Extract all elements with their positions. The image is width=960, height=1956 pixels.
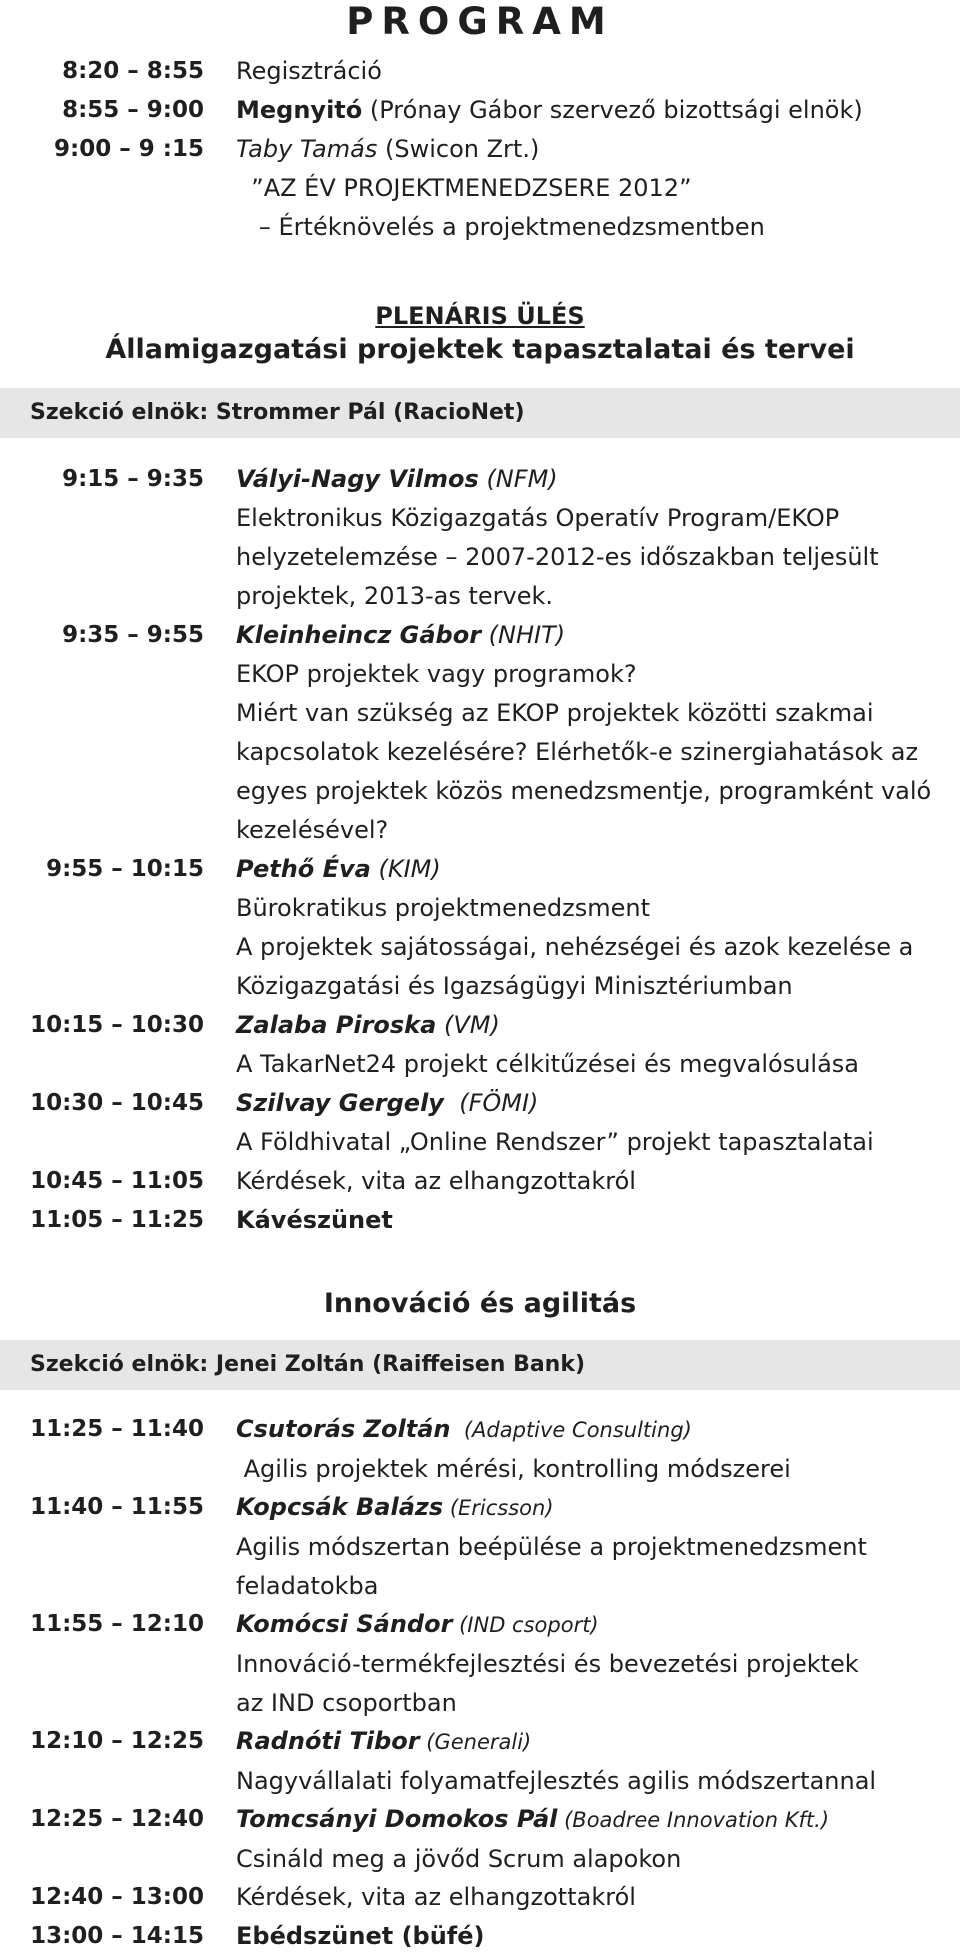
entry-body: [236, 1410, 936, 1489]
entry-text: EKOP projektek vagy programok?: [236, 660, 637, 688]
plenary-heading: PLENÁRIS ÜLÉS: [375, 302, 585, 330]
entry-text: Agilis projektek mérési, kontrolling módszerei: [236, 1455, 791, 1483]
entry-time: 11:05 – 11:25: [30, 1207, 204, 1233]
entry-text: Kérdések, vita az elhangzottakról: [236, 1167, 636, 1195]
entry-text: Agilis módszertan beépülése a projektmenedzsment: [236, 1533, 867, 1561]
entry-body: [236, 616, 936, 850]
entry-line: [236, 1800, 936, 1840]
plenary-header: [0, 300, 960, 368]
speaker-name: Kopcsák Balázs: [236, 1493, 444, 1521]
entry-time: 9:00 – 9 :15: [54, 136, 204, 162]
entry-text: Nagyvállalati folyamatfejlesztés agilis módszertannal: [236, 1767, 877, 1795]
entry-time: 12:25 – 12:40: [30, 1806, 204, 1832]
entry-time: 11:25 – 11:40: [30, 1416, 204, 1442]
entry-line: [236, 850, 936, 889]
entry-line: [236, 1722, 936, 1762]
entry-line: [236, 52, 936, 91]
speaker-organization: (Adaptive Consulting): [450, 1418, 692, 1442]
speaker-name: Zalaba Piroska: [236, 1011, 437, 1039]
entry-line: [236, 1201, 936, 1240]
entry-text: Kérdések, vita az elhangzottakról: [236, 1883, 636, 1911]
speaker-organization: (IND csoport): [452, 1613, 599, 1637]
speaker-name: Radnóti Tibor: [236, 1727, 420, 1755]
entry-text: feladatokba: [236, 1572, 379, 1600]
speaker-organization: (Boadree Innovation Kft.): [557, 1808, 830, 1832]
entry-text: projektek, 2013-as tervek.: [236, 582, 554, 610]
entry-text: ”AZ ÉV PROJEKTMENEDZSERE 2012”: [236, 174, 692, 202]
entry-line: [236, 1605, 936, 1645]
entry-text: Elektronikus Közigazgatás Operatív Program/EKOP: [236, 504, 840, 532]
entry-body: [236, 1605, 936, 1723]
entry-line: [236, 1123, 936, 1162]
page-title: PROGRAM: [346, 0, 614, 43]
entry-body: [236, 1201, 936, 1240]
entry-body: [236, 130, 936, 247]
entry-text: Csináld meg a jövőd Scrum alapokon: [236, 1845, 682, 1873]
entry-text: Kávészünet: [236, 1206, 393, 1234]
speaker-organization: (KIM): [370, 855, 441, 883]
speaker-organization: (NHIT): [481, 621, 566, 649]
entry-line: [236, 1684, 936, 1723]
entry-text: A Földhivatal „Online Rendszer” projekt tapasztalatai: [236, 1128, 874, 1156]
entry-line: [236, 1045, 936, 1084]
section-chair-label: Szekció elnök: Jenei Zoltán (Raiffeisen Bank): [30, 1352, 586, 1377]
entry-text: (Swicon Zrt.): [377, 135, 540, 163]
entry-text: A projektek sajátosságai, nehézségei és azok kezelése a: [236, 933, 914, 961]
entry-line: [236, 1917, 936, 1956]
entry-line: [236, 1878, 936, 1917]
speaker-name: Pethő Éva: [236, 855, 371, 883]
entry-line: [236, 655, 936, 694]
entry-line: [236, 1840, 936, 1879]
entry-time: 11:55 – 12:10: [30, 1611, 204, 1637]
entry-line: [236, 1006, 936, 1045]
entry-body: [236, 460, 936, 616]
entry-time: 13:00 – 14:15: [30, 1923, 204, 1949]
entry-line: [236, 538, 936, 577]
entry-text: kapcsolatok kezelésére? Elérhetők-e szinergiahatások az: [236, 738, 919, 766]
entry-line: [236, 460, 936, 499]
speaker-name: Tomcsányi Domokos Pál: [236, 1805, 558, 1833]
entry-line: [236, 1488, 936, 1528]
entry-time: 10:45 – 11:05: [30, 1168, 204, 1194]
entry-line: [236, 1162, 936, 1201]
entry-line: [236, 130, 936, 169]
entry-line: [236, 1762, 936, 1801]
entry-time: 9:15 – 9:35: [62, 466, 204, 492]
entry-line: [236, 811, 936, 850]
entry-time: 9:35 – 9:55: [62, 622, 204, 648]
entry-body: [236, 1878, 936, 1917]
entry-line: [236, 208, 936, 247]
entry-time: 8:55 – 9:00: [62, 97, 204, 123]
entry-line: [236, 499, 936, 538]
entry-text: A TakarNet24 projekt célkitűzései és megvalósulása: [236, 1050, 860, 1078]
section-chair-band: [0, 1340, 960, 1390]
entry-body: [236, 1162, 936, 1201]
speaker-name: Vályi-Nagy Vilmos: [236, 465, 479, 493]
entry-body: [236, 1084, 936, 1162]
speaker-name: Csutorás Zoltán: [236, 1415, 451, 1443]
entry-line: [236, 1645, 936, 1684]
entry-text: az IND csoportban: [236, 1689, 457, 1717]
entry-text: egyes projektek közös menedzsmentje, programként való: [236, 777, 932, 805]
entry-text: Innováció-termékfejlesztési és bevezetési projektek: [236, 1650, 859, 1678]
entry-body: [236, 850, 936, 1006]
entry-line: [236, 928, 936, 967]
entry-time: 10:30 – 10:45: [30, 1090, 204, 1116]
entry-text: helyzetelemzése – 2007-2012-es időszakban teljesült: [236, 543, 879, 571]
entry-body: [236, 1006, 936, 1084]
entry-line: [236, 733, 936, 772]
entry-line: [236, 577, 936, 616]
entry-text: Bürokratikus projektmenedzsment: [236, 894, 650, 922]
speaker-organization: (Generali): [419, 1730, 532, 1754]
entry-body: [236, 1800, 936, 1879]
entry-text: – Értéknövelés a projektmenedzsmentben: [236, 213, 765, 241]
speaker-organization: (NFM): [478, 465, 558, 493]
speaker-organization: Taby Tamás: [236, 135, 378, 163]
entry-line: [236, 1450, 936, 1489]
speaker-name: Kleinheincz Gábor: [236, 621, 482, 649]
speaker-organization: (VM): [436, 1011, 500, 1039]
entry-body: [236, 1917, 936, 1956]
entry-text: kezelésével?: [236, 816, 389, 844]
entry-line: [236, 772, 936, 811]
section-chair-band: [0, 388, 960, 438]
section-chair-label: Szekció elnök: Strommer Pál (RacioNet): [30, 400, 525, 425]
entry-time: 10:15 – 10:30: [30, 1012, 204, 1038]
entry-line: [236, 169, 936, 208]
entry-body: [236, 91, 936, 130]
speaker-name: Komócsi Sándor: [236, 1610, 453, 1638]
entry-line: [236, 889, 936, 928]
entry-text: Közigazgatási és Igazságügyi Minisztériumban: [236, 972, 793, 1000]
entry-body: [236, 1722, 936, 1801]
entry-line: [236, 1084, 936, 1123]
entry-body: [236, 1488, 936, 1606]
entry-text: Megnyitó: [236, 96, 363, 124]
entry-line: [236, 967, 936, 1006]
entry-line: [236, 1567, 936, 1606]
plenary-subheading: Államigazgatási projektek tapasztalatai és tervei: [105, 334, 855, 365]
speaker-organization: (Ericsson): [443, 1496, 554, 1520]
entry-time: 8:20 – 8:55: [62, 58, 204, 84]
entry-body: [236, 52, 936, 91]
entry-time: 11:40 – 11:55: [30, 1494, 204, 1520]
entry-line: [236, 91, 936, 130]
entry-time: 12:10 – 12:25: [30, 1728, 204, 1754]
entry-line: [236, 616, 936, 655]
speaker-organization: (FÖMI): [443, 1089, 539, 1117]
speaker-name: Szilvay Gergely: [236, 1089, 444, 1117]
entry-text: Ebédszünet (büfé): [236, 1922, 485, 1950]
innovation-heading: Innováció és agilitás: [323, 1288, 637, 1319]
entry-time: 9:55 – 10:15: [46, 856, 204, 882]
entry-line: [236, 1410, 936, 1450]
entry-line: [236, 694, 936, 733]
entry-time: 12:40 – 13:00: [30, 1884, 204, 1910]
entry-text: (Prónay Gábor szervező bizottsági elnök): [362, 96, 863, 124]
entry-text: Miért van szükség az EKOP projektek közötti szakmai: [236, 699, 874, 727]
entry-line: [236, 1528, 936, 1567]
entry-text: Regisztráció: [236, 57, 382, 85]
